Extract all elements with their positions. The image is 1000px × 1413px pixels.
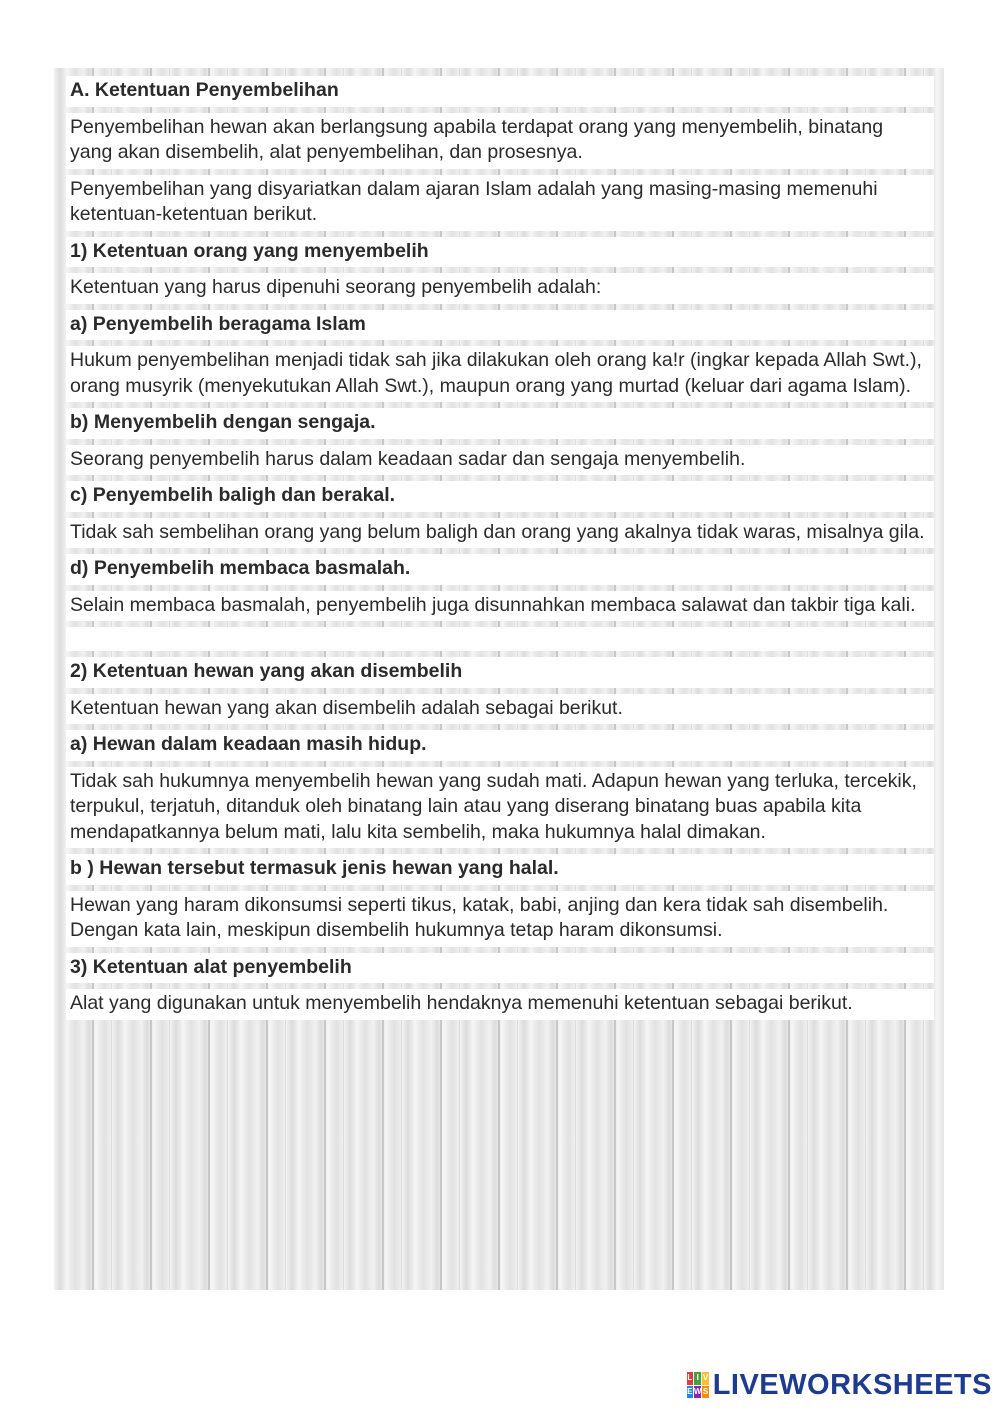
subheading-1: 1) Ketentuan orang yang menyembelih [66,237,934,268]
subheading-1a: a) Penyembelih beragama Islam [66,310,934,341]
worksheet-content [66,76,934,1026]
paragraph: Hukum penyembelihan menjadi tidak sah jika dilakukan oleh orang ka!r (ingkar kepada Allah Swt.), orang musyrik (menyekutukan Allah Swt.), maupun orang yang murtad (keluar dari agama Islam). [66,346,934,402]
logo-wordmark: LIVEWORKSHEETS [712,1368,992,1401]
paragraph: Hewan yang haram dikonsumsi seperti tikus, katak, babi, anjing dan kera tidak sah disembelih. Dengan kata lain, meskipun disembelih hukumnya tetap haram dikonsumsi. [66,891,934,947]
logo-block: W [694,1386,702,1399]
paragraph: Penyembelihan hewan akan berlangsung apabila terdapat orang yang menyembelih, binatang yang akan disembelih, alat penyembelihan, dan prosesnya. [66,113,934,169]
subheading-2a: a) Hewan dalam keadaan masih hidup. [66,730,934,761]
subheading-1b: b) Menyembelih dengan sengaja. [66,408,934,439]
logo-block: S [702,1386,708,1399]
logo-block: L [687,1372,693,1385]
subheading-1c: c) Penyembelih baligh dan berakal. [66,481,934,512]
empty-answer-box[interactable] [66,627,934,651]
subheading-2: 2) Ketentuan hewan yang akan disembelih [66,657,934,688]
logo-block: E [687,1386,693,1399]
paragraph: Tidak sah sembelihan orang yang belum baligh dan orang yang akalnya tidak waras, misalnya gila. [66,518,934,549]
subheading-1d: d) Penyembelih membaca basmalah. [66,554,934,585]
paragraph: Tidak sah hukumnya menyembelih hewan yang sudah mati. Adapun hewan yang terluka, tercekik, terpukul, terjatuh, ditanduk oleh binatang lain atau yang diserang binatang buas apabila kita mendapatkannya belum mati, lalu kita sembelih, maka hukumnya halal dimakan. [66,767,934,849]
paragraph: Penyembelihan yang disyariatkan dalam ajaran Islam adalah yang masing-masing memenuhi ketentuan-ketentuan berikut. [66,175,934,231]
subheading-3: 3) Ketentuan alat penyembelih [66,953,934,984]
paragraph: Ketentuan hewan yang akan disembelih adalah sebagai berikut. [66,694,934,725]
paragraph: Ketentuan yang harus dipenuhi seorang penyembelih adalah: [66,273,934,304]
liveworksheets-logo[interactable] [687,1365,992,1405]
logo-block: I [694,1372,702,1385]
logo-blocks-icon [687,1372,709,1398]
logo-block: V [702,1372,708,1385]
paragraph: Alat yang digunakan untuk menyembelih hendaknya memenuhi ketentuan sebagai berikut. [66,989,934,1020]
paragraph: Selain membaca basmalah, penyembelih juga disunnahkan membaca salawat dan takbir tiga kali. [66,591,934,622]
section-heading-a: A. Ketentuan Penyembelihan [66,76,934,107]
paragraph: Seorang penyembelih harus dalam keadaan sadar dan sengaja menyembelih. [66,445,934,476]
subheading-2b: b ) Hewan tersebut termasuk jenis hewan yang halal. [66,854,934,885]
